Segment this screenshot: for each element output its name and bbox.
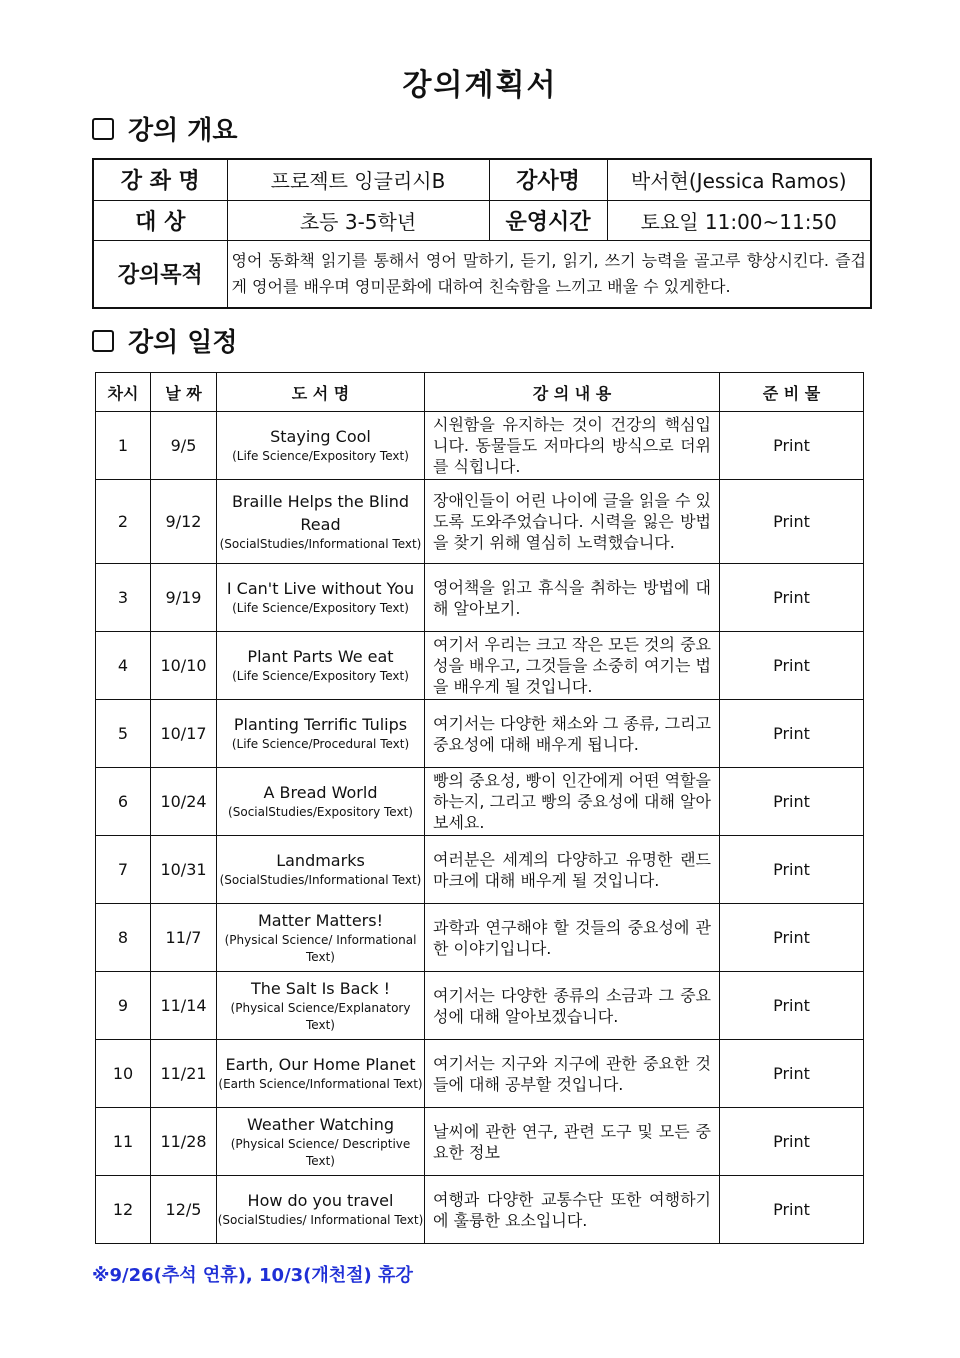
row-supplies: Print [720,836,864,904]
table-row [96,1176,864,1244]
book-title: Earth, Our Home Planet [225,1055,416,1075]
table-row [96,412,864,480]
row-supplies: Print [720,700,864,768]
book-title: I Can't Live without You [226,579,415,599]
row-book [217,768,425,836]
row-content: 여행과 다양한 교통수단 또한 여행하기에 훌륭한 요소입니다. [425,1176,720,1244]
row-content: 여기서 우리는 크고 작은 모든 것의 중요성을 배우고, 그것들을 소중히 여기는 법을 배우게 될 것입니다. [425,632,720,700]
row-content: 여기서는 다양한 종류의 소금과 그 중요성에 대해 알아보겠습니다. [425,972,720,1040]
row-content: 날씨에 관한 연구, 관련 도구 및 모든 중요한 정보 [425,1108,720,1176]
section-title: 강의 개요 [128,116,238,146]
page-title: 강의계획서 [402,68,558,103]
row-supplies: Print [720,904,864,972]
row-content: 영어책을 읽고 휴식을 취하는 방법에 대해 알아보기. [425,564,720,632]
book-title: The Salt Is Back ! [250,978,391,998]
book-category: (Physical Science/ Informational Text) [224,932,417,965]
book-title: Braille Helps the Blind Read [231,491,410,534]
row-book [217,480,425,564]
row-content: 여기서는 지구와 지구에 관한 중요한 것들에 대해 공부할 것입니다. [425,1040,720,1108]
book-title: How do you travel [247,1191,394,1211]
schedule-table [95,372,864,1244]
book-category: (Life Science/Procedural Text) [231,737,410,752]
book-title: A Bread World [263,783,378,803]
book-category: (Life Science/Expository Text) [232,449,409,464]
row-no: 9 [96,972,151,1040]
row-supplies: Print [720,412,864,480]
book-title: Staying Cool [270,427,371,447]
row-date: 10/17 [151,700,217,768]
purpose-label: 강의목적 [93,240,227,308]
holiday-note: ※9/26(추석 연휴), 10/3(개천절) 휴강 [92,1265,413,1286]
row-supplies: Print [720,632,864,700]
header-date: 날 짜 [151,373,217,412]
row-supplies: Print [720,768,864,836]
row-content: 시원함을 유지하는 것이 건강의 핵심입니다. 동물들도 저마다의 방식으로 더위를 식힙니다. [425,412,720,480]
row-book [217,904,425,972]
row-no: 3 [96,564,151,632]
purpose-value: 영어 동화책 읽기를 통해서 영어 말하기, 듣기, 읽기, 쓰기 능력을 골고루 향상시킨다. 즐겁게 영어를 배우며 영미문화에 대하여 친숙함을 느끼고 배울 수 있게한다. [227,240,871,308]
row-no: 10 [96,1040,151,1108]
table-row [96,700,864,768]
row-date: 11/7 [151,904,217,972]
table-row [96,1040,864,1108]
section-heading-overview [92,110,238,147]
book-category: (Physical Science/Explanatory Text) [230,1000,411,1033]
row-content: 여기서는 다양한 채소와 그 종류, 그리고 중요성에 대해 배우게 됩니다. [425,700,720,768]
row-book [217,1108,425,1176]
row-date: 10/24 [151,768,217,836]
row-supplies: Print [720,972,864,1040]
book-category: (Earth Science/Informational Text) [218,1077,423,1092]
header-book: 도 서 명 [217,373,425,412]
time-value: 토요일 11:00~11:50 [607,200,871,240]
row-date: 9/5 [151,412,217,480]
row-content: 여러분은 세계의 다양하고 유명한 랜드마크에 대해 배우게 될 것입니다. [425,836,720,904]
header-content: 강 의 내 용 [425,373,720,412]
row-date: 9/12 [151,480,217,564]
row-no: 11 [96,1108,151,1176]
row-book [217,1040,425,1108]
teacher-label: 강사명 [489,159,607,200]
book-category: (Life Science/Expository Text) [232,601,409,616]
table-row [96,480,864,564]
overview-table [92,158,872,309]
book-title: Matter Matters! [258,910,383,930]
section-heading-schedule [92,322,238,359]
book-category: (Physical Science/ Descriptive Text) [230,1136,411,1169]
checkbox-icon [92,330,114,352]
row-date: 11/28 [151,1108,217,1176]
header-supplies: 준 비 물 [720,373,864,412]
row-no: 5 [96,700,151,768]
row-content: 빵의 중요성, 빵이 인간에게 어떤 역할을 하는지, 그리고 빵의 중요성에 대해 알아보세요. [425,768,720,836]
table-row [96,836,864,904]
table-row [96,768,864,836]
row-book [217,564,425,632]
target-label: 대 상 [93,200,227,240]
book-category: (SocialStudies/Informational Text) [219,536,422,551]
row-date: 12/5 [151,1176,217,1244]
row-content: 장애인들이 어린 나이에 글을 읽을 수 있도록 도와주었습니다. 시력을 잃은 방법을 찾기 위해 열심히 노력했습니다. [425,480,720,564]
row-no: 2 [96,480,151,564]
book-title: Planting Terrific Tulips [233,715,408,735]
row-book [217,632,425,700]
row-date: 10/31 [151,836,217,904]
book-title: Weather Watching [246,1114,394,1134]
book-category: (Life Science/Expository Text) [232,669,409,684]
row-book [217,700,425,768]
row-supplies: Print [720,1040,864,1108]
row-book [217,972,425,1040]
row-date: 10/10 [151,632,217,700]
table-row [96,632,864,700]
row-no: 12 [96,1176,151,1244]
row-book [217,836,425,904]
section-title: 강의 일정 [128,328,238,358]
teacher-value: 박서현(Jessica Ramos) [607,159,871,200]
row-supplies: Print [720,564,864,632]
table-row [96,1108,864,1176]
row-content: 과학과 연구해야 할 것들의 중요성에 관한 이야기입니다. [425,904,720,972]
row-book [217,1176,425,1244]
row-book [217,412,425,480]
table-row [96,904,864,972]
row-no: 4 [96,632,151,700]
row-no: 8 [96,904,151,972]
table-row [96,564,864,632]
book-category: (SocialStudies/Expository Text) [228,805,413,820]
row-supplies: Print [720,1108,864,1176]
row-no: 7 [96,836,151,904]
time-label: 운영시간 [489,200,607,240]
schedule-header-row [96,373,864,412]
row-date: 11/21 [151,1040,217,1108]
book-category: (SocialStudies/ Informational Text) [217,1213,424,1228]
row-date: 11/14 [151,972,217,1040]
book-title: Plant Parts We eat [247,647,394,667]
checkbox-icon [92,118,114,140]
book-title: Landmarks [276,851,365,871]
target-value: 초등 3-5학년 [227,200,489,240]
row-supplies: Print [720,1176,864,1244]
course-value: 프로젝트 잉글리시B [227,159,489,200]
row-no: 6 [96,768,151,836]
course-label: 강 좌 명 [93,159,227,200]
header-no: 차시 [96,373,151,412]
book-category: (SocialStudies/Informational Text) [219,873,422,888]
row-supplies: Print [720,480,864,564]
table-row [96,972,864,1040]
row-no: 1 [96,412,151,480]
row-date: 9/19 [151,564,217,632]
